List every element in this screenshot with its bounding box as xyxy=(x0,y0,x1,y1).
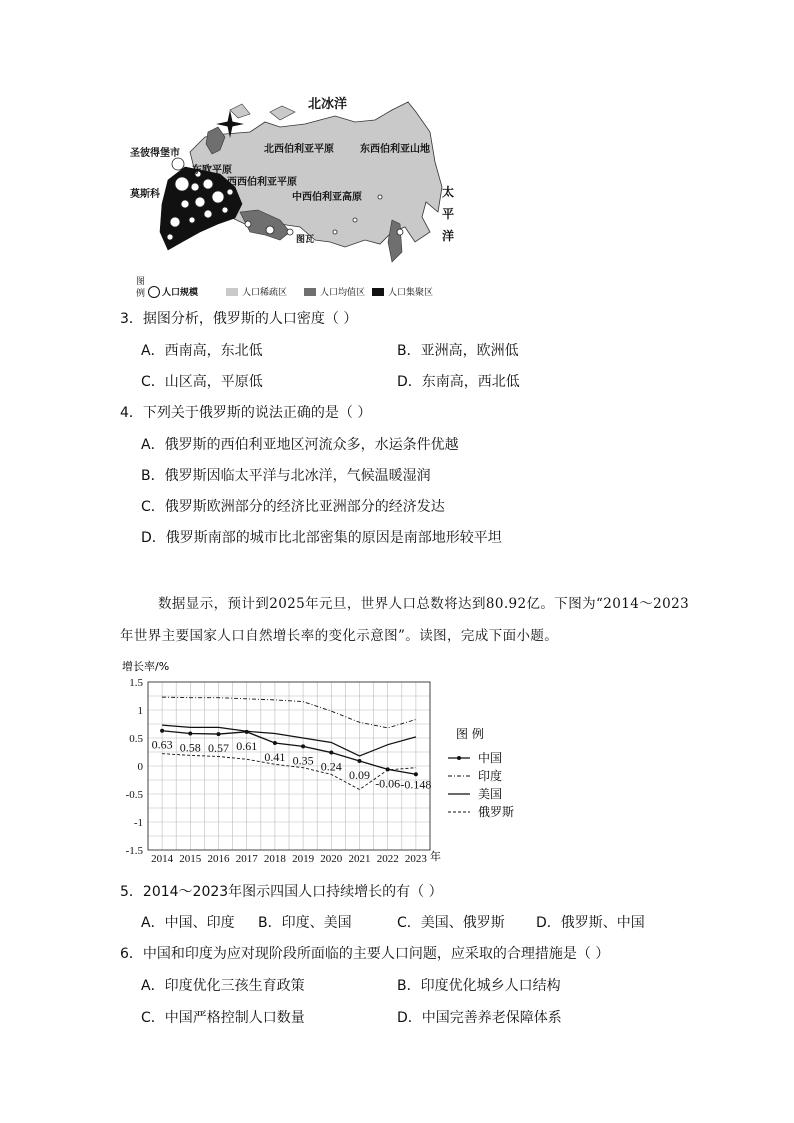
chart-legend-label: 俄罗斯 xyxy=(478,805,515,819)
chart-point xyxy=(329,751,333,755)
legend-label: 人口稀疏区 xyxy=(242,288,288,298)
chart-point xyxy=(301,744,305,748)
map-legend-title: 例 xyxy=(136,289,146,299)
map-label-east-europe: 东欧平原 xyxy=(192,165,232,176)
question-5-option-d: D．俄罗斯、中国 xyxy=(536,915,645,931)
chart-legend-label: 印度 xyxy=(478,769,503,783)
legend-circle-icon xyxy=(148,286,160,298)
legend-label: 人口集聚区 xyxy=(388,288,434,298)
map-label-arctic: 北冰洋 xyxy=(308,97,348,112)
chart-xtick-label: 2015 xyxy=(179,853,202,865)
chart-legend-title: 图 例 xyxy=(456,727,484,741)
map-label-east-siberia-mtn: 东西伯利亚山地 xyxy=(360,144,430,155)
chart-xtick-label: 2023 xyxy=(404,853,427,865)
chart-data-label: 0.09 xyxy=(349,767,370,782)
map-label-north-siberia: 北西伯利亚平原 xyxy=(264,144,334,155)
intro-line-2: 年世界主要国家人口自然增长率的变化示意图”。读图，完成下面小题。 xyxy=(120,628,559,644)
map-island xyxy=(230,104,250,118)
question-3-option-b: B．亚洲高，欧洲低 xyxy=(397,343,519,359)
question-5-option-a: A．中国、印度 xyxy=(141,915,235,931)
chart-xtick-label: 2014 xyxy=(151,853,174,865)
question-3-option-c: C．山区高，平原低 xyxy=(141,374,263,390)
chart-point xyxy=(414,772,418,776)
chart-data-label: 0.57 xyxy=(208,741,229,756)
map-label-moscow: 莫斯科 xyxy=(130,189,160,200)
map-label-pacific-1: 太 xyxy=(442,185,455,199)
question-3-option-d: D．东南高，西北低 xyxy=(397,374,520,390)
map-label-central-siberia: 中西伯利亚高原 xyxy=(292,192,362,203)
chart-xtick-label: 2019 xyxy=(292,853,315,865)
chart-xtick-label: 2017 xyxy=(235,853,258,865)
question-6-option-c: C．中国严格控制人口数量 xyxy=(141,1010,305,1026)
question-4-option-b: B．俄罗斯因临太平洋与北冰洋，气候温暖湿润 xyxy=(141,468,431,484)
question-4-stem: 4．下列关于俄罗斯的说法正确的是（ ） xyxy=(120,405,372,421)
question-5-option-b: B．印度、美国 xyxy=(258,915,352,931)
question-3-option-a: A．西南高，东北低 xyxy=(141,343,263,359)
legend-swatch-dense xyxy=(372,288,384,296)
legend-label: 人口均值区 xyxy=(320,288,366,298)
chart-point xyxy=(358,759,362,763)
map-island xyxy=(270,106,295,120)
chart-xtick-label: 2016 xyxy=(207,853,230,865)
chart-legend-label: 中国 xyxy=(478,751,503,765)
intro-line-1: 数据显示，预计到2025年元旦，世界人口总数将达到80.92亿。下图为“2014～2023 xyxy=(158,596,690,612)
legend-label: 人口规模 xyxy=(162,288,199,298)
map-label-stpetersburg: 圣彼得堡市 xyxy=(130,148,180,159)
chart-point xyxy=(273,741,277,745)
chart-ytick-label: 0 xyxy=(137,761,143,773)
chart-ytick-label: -1.5 xyxy=(125,845,143,857)
chart-data-label: -0.148 xyxy=(400,777,432,792)
chart-data-label: -0.06 xyxy=(375,776,401,791)
question-6-option-d: D．中国完善养老保障体系 xyxy=(397,1010,562,1026)
chart-ytick-label: -1 xyxy=(133,817,143,829)
map-legend-title: 图 xyxy=(136,277,146,287)
chart-data-label: 0.63 xyxy=(151,737,173,752)
map-label-tuva: 图瓦 xyxy=(296,235,315,245)
chart-point xyxy=(217,732,221,736)
chart-xtick-label: 2022 xyxy=(376,853,399,865)
question-5-stem: 5．2014～2023年图示四国人口持续增长的有（ ） xyxy=(120,884,443,900)
question-6-option-a: A．印度优化三孩生育政策 xyxy=(141,978,305,994)
growth-rate-chart xyxy=(118,656,538,868)
chart-legend-marker xyxy=(457,756,461,760)
chart-data-label: 0.41 xyxy=(264,750,286,765)
chart-data-label: 0.61 xyxy=(236,738,258,753)
question-6-stem: 6．中国和印度为应对现阶段所面临的主要人口问题，应采取的合理措施是（ ） xyxy=(120,946,610,962)
chart-point xyxy=(188,732,192,736)
map-label-pacific-2: 平 xyxy=(442,207,455,221)
chart-ytick-label: -0.5 xyxy=(125,789,143,801)
question-4-option-c: C．俄罗斯欧洲部分的经济比亚洲部分的经济发达 xyxy=(141,499,445,515)
chart-data-label: 0.58 xyxy=(179,740,201,755)
chart-xtick-label: 2020 xyxy=(320,853,343,865)
question-5-option-c: C．美国、俄罗斯 xyxy=(397,915,505,931)
map-label-west-siberia: 西西伯利亚平原 xyxy=(227,177,297,188)
legend-swatch-average xyxy=(304,288,316,296)
chart-legend-label: 美国 xyxy=(478,787,503,801)
chart-point xyxy=(160,729,164,733)
legend-swatch-sparse xyxy=(226,288,238,296)
chart-legend xyxy=(448,726,514,819)
question-4-option-a: A．俄罗斯的西伯利亚地区河流众多，水运条件优越 xyxy=(141,437,459,453)
question-6-option-b: B．印度优化城乡人口结构 xyxy=(397,978,561,994)
question-3-stem: 3．据图分析，俄罗斯的人口密度（ ） xyxy=(120,311,358,327)
chart-ylabel: 增长率/% xyxy=(122,660,170,673)
chart-xlabel: 年 xyxy=(430,850,441,863)
chart-ytick-label: 0.5 xyxy=(129,733,143,745)
chart-xtick-label: 2021 xyxy=(348,853,371,865)
chart-xtick-label: 2018 xyxy=(263,853,286,865)
chart-ytick-label: 1.5 xyxy=(129,677,143,689)
chart-ytick-label: 1 xyxy=(137,705,143,717)
chart-data-label: 0.24 xyxy=(320,759,342,774)
map-label-pacific-3: 洋 xyxy=(442,229,455,243)
question-4-option-d: D．俄罗斯南部的城市比北部密集的原因是南部地形较平坦 xyxy=(141,530,502,546)
chart-data-label: 0.35 xyxy=(292,753,314,768)
map-legend xyxy=(134,274,434,306)
